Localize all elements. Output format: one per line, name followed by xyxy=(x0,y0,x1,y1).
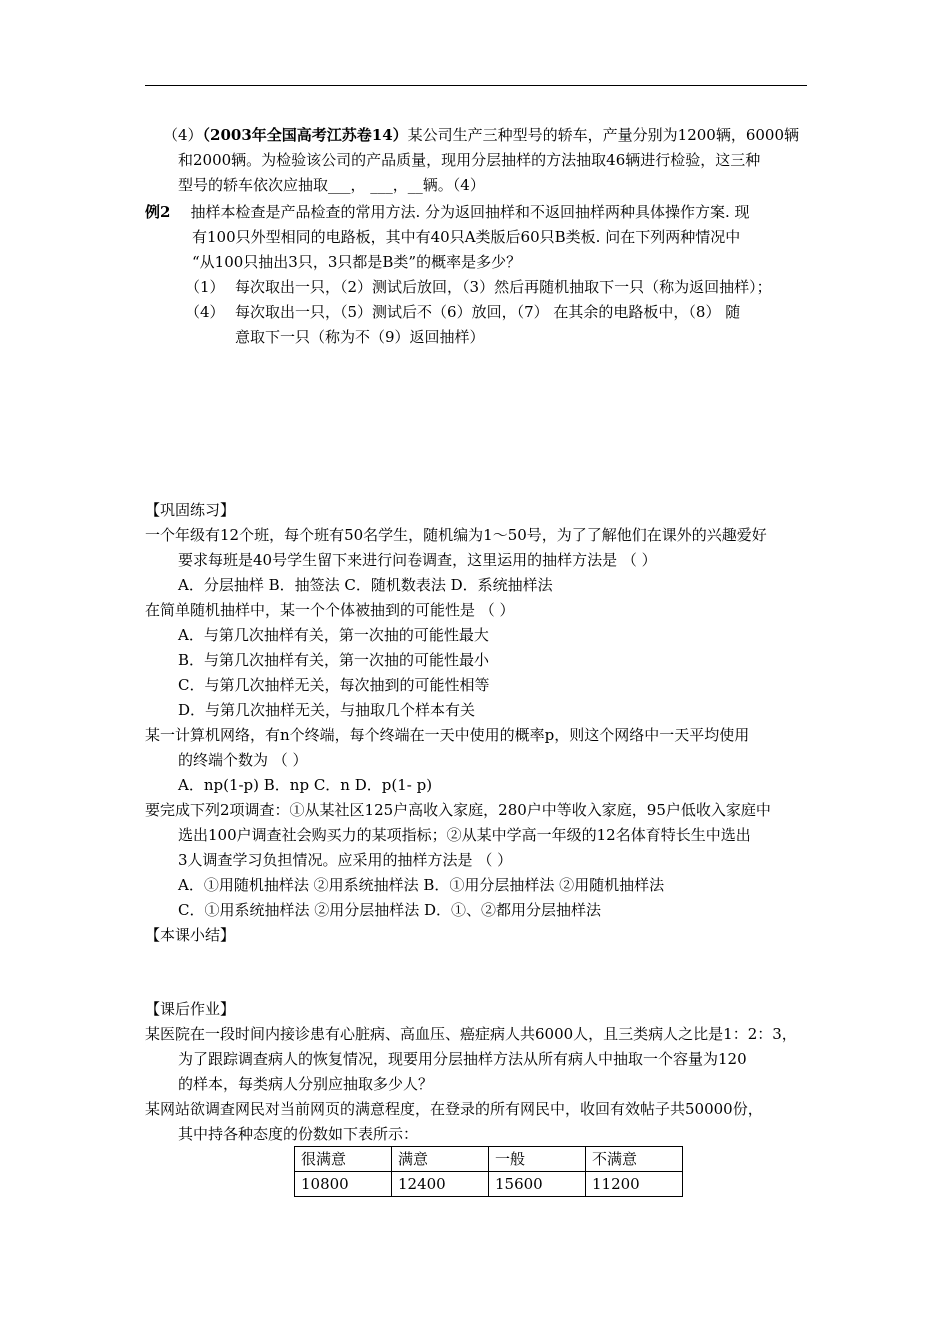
practice-q4-line-2: 选出100户调查社会购买力的某项指标；②从某中学高一年级的12名体育特长生中选出 xyxy=(178,826,751,844)
homework-q1-line-2: 为了跟踪调查病人的恢复情况，现要用分层抽样方法从所有病人中抽取一个容量为120 xyxy=(178,1050,747,1068)
q4-source: （2003年全国高考江苏卷14） xyxy=(202,126,408,144)
practice-q4-options-ab: A．①用随机抽样法 ②用系统抽样法 B．①用分层抽样法 ②用随机抽样法 xyxy=(178,876,665,894)
practice-q1-line-2: 要求每班是40号学生留下来进行问卷调查，这里运用的抽样方法是 （ ） xyxy=(178,551,657,569)
table-row xyxy=(295,1172,683,1197)
header-rule xyxy=(145,85,807,86)
table-header-row xyxy=(295,1147,683,1172)
practice-q1-line-1: 一个年级有12个班，每个班有50名学生，随机编为1～50号，为了了解他们在课外的兴趣爱好 xyxy=(145,526,767,544)
q4-text: 某公司生产三种型号的轿车，产量分别为1200辆，6000辆 xyxy=(407,126,800,144)
table-header-cell: 满意 xyxy=(392,1147,489,1172)
example2-line-2: 有100只外型相同的电路板，其中有40只A类版后60只B类板. 问在下列两种情况中 xyxy=(192,228,741,246)
homework-heading: 【课后作业】 xyxy=(145,1000,236,1018)
table-header-cell: 不满意 xyxy=(586,1147,683,1172)
table-cell: 15600 xyxy=(489,1172,586,1197)
practice-q2-option-d: D．与第几次抽样无关，与抽取几个样本有关 xyxy=(178,701,476,719)
practice-q4-line-1: 要完成下列2项调查：①从某社区125户高收入家庭，280户中等收入家庭，95户低收入家庭中 xyxy=(145,801,771,819)
homework-q2-line-1: 某网站欲调查网民对当前网页的满意程度，在登录的所有网民中，收回有效帖子共50000份， xyxy=(145,1100,763,1118)
practice-q3-line-2: 的终端个数为 （ ） xyxy=(178,751,308,769)
q4-number: （4） xyxy=(163,126,203,144)
example2-case-1-text: 每次取出一只，（2）测试后放回，（3）然后再随机抽取下一只（称为返回抽样）； xyxy=(235,278,772,296)
practice-q2-line-1: 在简单随机抽样中，某一个个体被抽到的可能性是 （ ） xyxy=(145,601,515,619)
example2-case-2-number: （4） xyxy=(185,303,225,321)
q4-line-3: 型号的轿车依次应抽取___， ___，__辆。（4） xyxy=(178,176,485,194)
practice-q3-options: A．np(1-p) B．np C．n D．p(1- p) xyxy=(178,776,433,794)
practice-q2-option-b: B．与第几次抽样有关，第一次抽的可能性最小 xyxy=(178,651,490,669)
table-header-cell: 一般 xyxy=(489,1147,586,1172)
satisfaction-table xyxy=(294,1146,683,1197)
q4-line-2: 和2000辆。为检验该公司的产品质量，现用分层抽样的方法抽取46辆进行检验，这三种 xyxy=(178,151,761,169)
homework-q1-line-1: 某医院在一段时间内接诊患有心脏病、高血压、癌症病人共6000人，且三类病人之比是1：2：3， xyxy=(145,1025,797,1043)
example2-line-3: “从100只抽出3只，3只都是B类”的概率是多少？ xyxy=(192,253,522,271)
practice-q4-line-3: 3人调查学习负担情况。应采用的抽样方法是 （ ） xyxy=(178,851,513,869)
table-cell: 11200 xyxy=(586,1172,683,1197)
summary-heading: 【本课小结】 xyxy=(145,926,236,944)
table-header-cell: 很满意 xyxy=(295,1147,392,1172)
example2-case-1-number: （1） xyxy=(185,278,225,296)
table-cell: 10800 xyxy=(295,1172,392,1197)
example2-case-2-cont: 意取下一只（称为不（9）返回抽样） xyxy=(235,328,485,346)
q4-line-1 xyxy=(163,123,799,148)
practice-q4-options-cd: C．①用系统抽样法 ②用分层抽样法 D．①、②都用分层抽样法 xyxy=(178,901,602,919)
homework-q1-line-3: 的样本，每类病人分别应抽取多少人？ xyxy=(178,1075,434,1093)
homework-q2-line-2: 其中持各种态度的份数如下表所示： xyxy=(178,1125,419,1143)
example2-label: 例2 xyxy=(145,203,171,221)
example2-case-2-text: 每次取出一只，（5）测试后不（6）放回，（7） 在其余的电路板中，（8） 随 xyxy=(235,303,741,321)
practice-q2-option-c: C．与第几次抽样无关，每次抽到的可能性相等 xyxy=(178,676,490,694)
practice-q2-option-a: A．与第几次抽样有关，第一次抽的可能性最大 xyxy=(178,626,489,644)
practice-heading: 【巩固练习】 xyxy=(145,501,236,519)
practice-q1-options: A．分层抽样 B．抽签法 C．随机数表法 D．系统抽样法 xyxy=(178,576,553,594)
example2-text: 抽样本检查是产品检查的常用方法. 分为返回抽样和不返回抽样两种具体操作方案. 现 xyxy=(190,203,750,221)
example2-line-1 xyxy=(145,200,750,225)
practice-q3-line-1: 某一计算机网络，有n个终端，每个终端在一天中使用的概率p，则这个网络中一天平均使用 xyxy=(145,726,750,744)
table-cell: 12400 xyxy=(392,1172,489,1197)
